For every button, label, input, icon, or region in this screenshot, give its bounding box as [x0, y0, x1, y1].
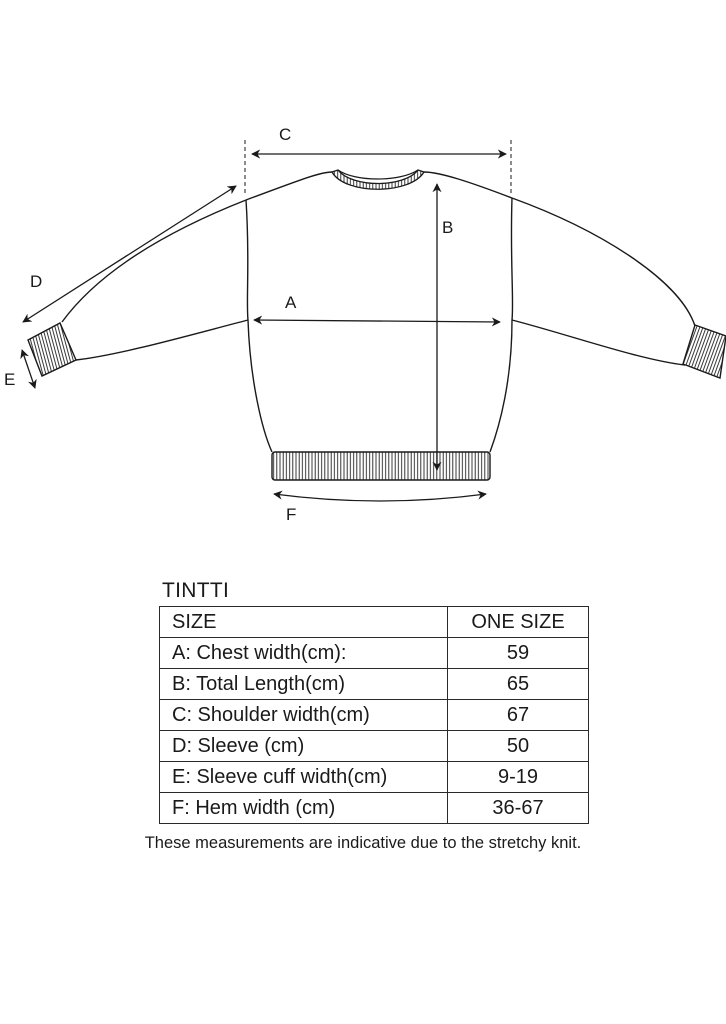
measurement-value: 59: [448, 638, 589, 669]
arrow-d: [23, 186, 236, 322]
measurement-label: C: Shoulder width(cm): [160, 700, 448, 731]
measurement-value: 50: [448, 731, 589, 762]
measurement-value: 67: [448, 700, 589, 731]
product-name: TINTTI: [162, 579, 230, 602]
measurement-value: 65: [448, 669, 589, 700]
label-f: F: [286, 505, 297, 524]
arrow-a: [254, 320, 500, 322]
measurement-label: A: Chest width(cm):: [160, 638, 448, 669]
neckline-rib: [332, 170, 424, 189]
size-table: [159, 606, 589, 824]
table-row: [160, 669, 589, 700]
label-c: C: [279, 125, 292, 144]
header-size-label: SIZE: [160, 607, 448, 638]
arrow-f: [274, 494, 486, 501]
measurement-label: B: Total Length(cm): [160, 669, 448, 700]
table-header-row: [160, 607, 589, 638]
table-row: [160, 638, 589, 669]
table-row: [160, 762, 589, 793]
table-row: [160, 731, 589, 762]
measurement-label: F: Hem width (cm): [160, 793, 448, 824]
measurement-label: E: Sleeve cuff width(cm): [160, 762, 448, 793]
label-e: E: [4, 370, 16, 389]
hem-rib: [272, 452, 490, 480]
arrow-e: [22, 350, 35, 388]
right-cuff-rib: [683, 325, 726, 378]
label-a: A: [285, 293, 297, 312]
measurement-label: D: Sleeve (cm): [160, 731, 448, 762]
sweater-outline: [62, 172, 695, 452]
measurement-value: 9-19: [448, 762, 589, 793]
left-cuff-rib: [28, 323, 76, 376]
header-one-size: ONE SIZE: [448, 607, 589, 638]
measurement-value: 36-67: [448, 793, 589, 824]
label-d: D: [30, 272, 43, 291]
label-b: B: [442, 218, 454, 237]
table-row: [160, 793, 589, 824]
table-row: [160, 700, 589, 731]
footnote: These measurements are indicative due to the stretchy knit.: [144, 834, 582, 852]
